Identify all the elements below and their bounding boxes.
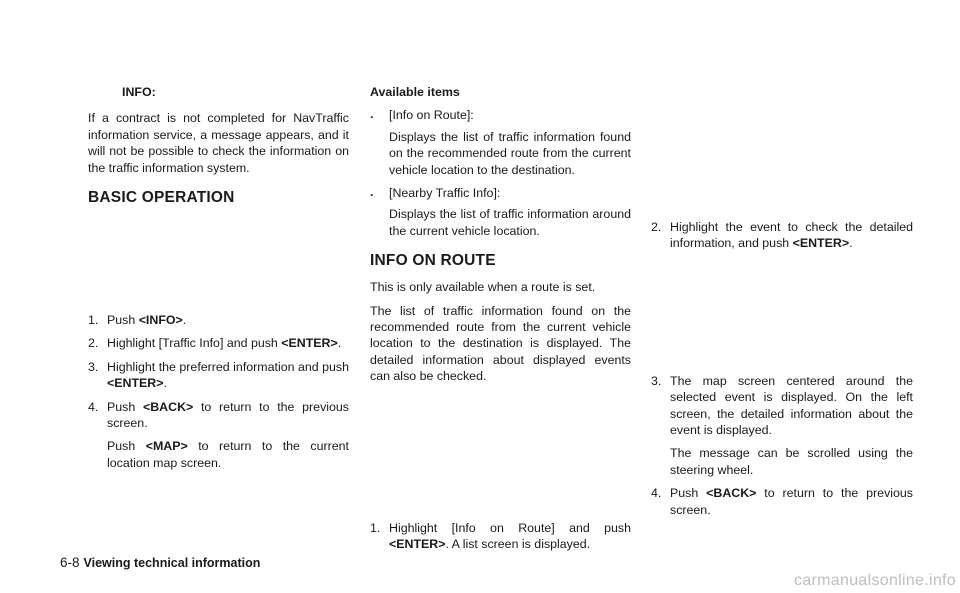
- watermark: carmanualsonline.info: [794, 571, 956, 589]
- basic-step-1: [88, 312, 349, 328]
- item-info-on-route-desc: Displays the list of traffic information found on the recommended route from the current vehicle location to the destination.: [389, 129, 631, 177]
- step-text: Highlight the preferred information and push: [107, 359, 349, 374]
- step-number: 2.: [651, 220, 662, 234]
- page-number: 6-8: [60, 555, 80, 570]
- item-info-on-route: [370, 107, 631, 123]
- step-text: Highlight [Info on Route] and push: [389, 520, 631, 535]
- bullet-mark: .: [370, 107, 374, 122]
- basic-step-2: [88, 335, 349, 351]
- step-text: .: [337, 336, 342, 351]
- column-middle: [370, 84, 631, 560]
- key-label: <ENTER>: [792, 236, 850, 251]
- route-step-3: [651, 373, 913, 439]
- column-right: [651, 219, 913, 525]
- step-text: .: [182, 313, 187, 328]
- route-step-1: [370, 520, 631, 553]
- route-set-note: This is only available when a route is set.: [370, 280, 596, 295]
- image-placeholder: [88, 216, 349, 312]
- basic-step-3: [88, 359, 349, 392]
- info-note-heading: INFO:: [122, 85, 156, 99]
- key-label: <ENTER>: [281, 336, 338, 351]
- step-number: 3.: [88, 359, 99, 374]
- column-left: [88, 84, 349, 478]
- step-text: Highlight the event to check the detailed information, and push: [670, 220, 913, 251]
- image-placeholder: [370, 392, 631, 520]
- step-text: .: [849, 236, 853, 251]
- step-number: 2.: [88, 336, 99, 351]
- step-text: Push: [107, 313, 139, 328]
- step-number: 4.: [88, 399, 99, 414]
- step-text: Push: [107, 439, 146, 454]
- key-label: <ENTER>: [389, 537, 446, 552]
- step-text: Push: [670, 486, 707, 501]
- key-label: <INFO>: [138, 313, 183, 328]
- basic-operation-heading: BASIC OPERATION: [88, 189, 235, 207]
- item-label: [Nearby Traffic Info]:: [389, 186, 501, 201]
- step-text: .: [163, 376, 167, 391]
- bullet-mark: .: [370, 185, 374, 200]
- route-step-2: [651, 219, 913, 252]
- step-text: . A list screen is displayed.: [445, 537, 591, 552]
- item-label: [Info on Route]:: [389, 108, 474, 123]
- page-footer: [60, 555, 260, 571]
- step-number: 4.: [651, 486, 662, 501]
- step-number: 1.: [370, 520, 381, 535]
- basic-step-4: [88, 399, 349, 432]
- item-nearby-traffic-info: [370, 185, 631, 201]
- footer-title: Viewing technical information: [83, 556, 261, 570]
- available-items-heading: Available items: [370, 85, 460, 99]
- route-step-4: [651, 485, 913, 518]
- route-list-description: The list of traffic information found on the recommended route from the current vehicle location to the destination is displayed. The detailed information about displayed events can also be checked.: [370, 303, 631, 384]
- info-note-text: If a contract is not completed for NavTraffic information service, a message appears, and it will not be possible to check the information on the traffic information system.: [88, 111, 349, 175]
- info-on-route-heading: INFO ON ROUTE: [370, 252, 496, 270]
- key-label: <BACK>: [142, 399, 194, 414]
- step-text: to return to the current location map screen.: [107, 439, 349, 470]
- step-text: Push: [107, 399, 143, 414]
- route-step-3-continued: The message can be scrolled using the steering wheel.: [670, 446, 913, 477]
- basic-step-4-continued: [107, 438, 349, 471]
- key-label: <ENTER>: [107, 376, 164, 391]
- step-text: Highlight [Traffic Info] and push: [107, 336, 282, 351]
- image-placeholder: [651, 259, 913, 373]
- step-text: to return to the previous screen.: [670, 486, 913, 517]
- item-nearby-traffic-info-desc: Displays the list of traffic information around the current vehicle location.: [389, 207, 631, 238]
- step-text: The map screen centered around the selected event is displayed. On the left screen, the detailed information about the event is displayed.: [670, 373, 913, 438]
- step-number: 3.: [651, 373, 662, 388]
- key-label: <MAP>: [145, 439, 188, 454]
- key-label: <BACK>: [706, 486, 757, 501]
- step-number: 1.: [88, 313, 99, 328]
- step-text: to return to the previous screen.: [107, 399, 350, 431]
